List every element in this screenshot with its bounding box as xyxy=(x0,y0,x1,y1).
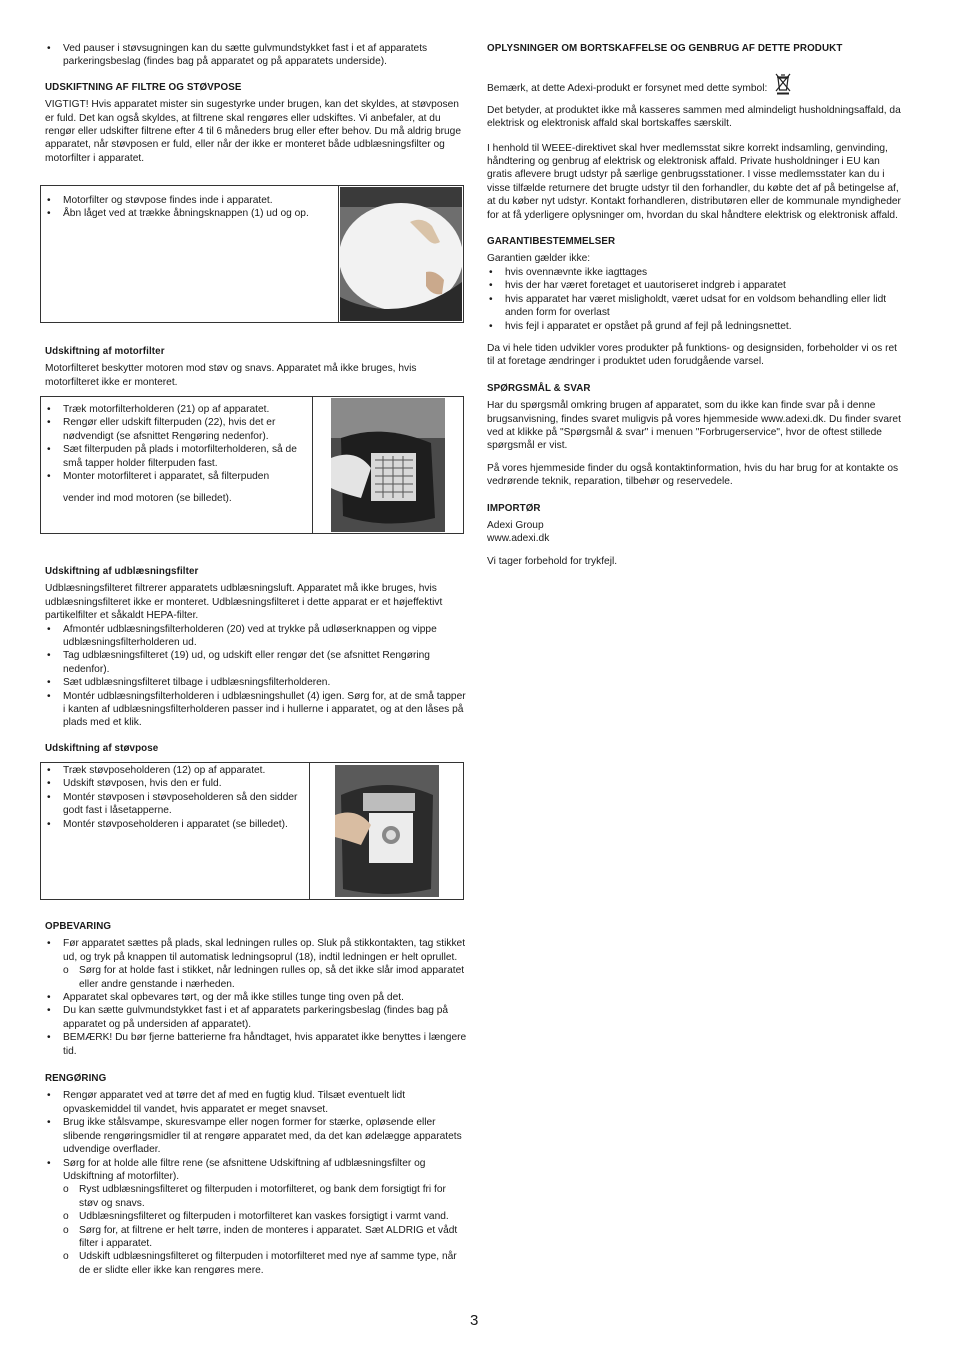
disposal-p1: Det betyder, at produktet ikke må kasseres sammen med almindeligt husholdningsaffald, da elektrisk og elektronisk affald skal bortskaffes særskilt. xyxy=(487,104,901,130)
list-item: • Tag udblæsningsfilteret (19) ud, og udskift eller rengør det (se afsnittet Rengøring nedenfor). xyxy=(45,649,469,676)
list-item: • Sæt udblæsningsfilteret tilbage i udblæsningsfilterholderen. xyxy=(45,676,469,689)
warranty-text: Da vi hele tiden udvikler vores produkter på funktions- og designsiden, forbeholder vi os ret til at foretage ændringer i produktet uden forudgående varsel. xyxy=(487,342,897,368)
left-column xyxy=(45,42,467,165)
disposal-heading: OPLYSNINGER OM BORTSKAFFELSE OG GENBRUG AF DETTE PRODUKT xyxy=(487,43,843,54)
intro-list xyxy=(45,42,467,69)
importer-url[interactable]: www.adexi.dk xyxy=(487,533,550,545)
list-item: • Sæt filterpuden på plads i motorfilterholderen, så de små tapper holder filterpuden fast. xyxy=(45,443,308,470)
sub-list-item: o Udblæsningsfilteret og filterpuden i motorfilteret kan vaskes forsigtigt i varmt vand. xyxy=(45,1210,467,1223)
list-item: • Montér støvposen i støvposeholderen så den sidder godt fast i låsetapperne. xyxy=(45,791,305,818)
filters-heading: UDSKIFTNING AF FILTRE OG STØVPOSE xyxy=(45,81,242,93)
print-error-note: Vi tager forbehold for trykfejl. xyxy=(487,555,618,567)
exhaust-text: Udblæsningsfilteret filtrerer apparatets udblæsningsluft. Apparatet må ikke bruges, hvis udblæsningsfilteret ikke er monteret. Udblæsningsfilteret i dette apparat er et højeffektivt partikelfilter et såkaldt HEPA-filter. xyxy=(45,583,443,622)
list-item: • Sørg for at holde alle filtre rene (se afsnittene Udskiftning af udblæsningsfilter og Udskiftning af motorfilter). xyxy=(45,1157,467,1184)
faq-heading: SPØRGSMÅL & SVAR xyxy=(487,382,591,394)
motor-text: Motorfilteret beskytter motoren mod støv og snavs. Apparatet må ikke bruges, hvis motorfilteret ikke er monteret. xyxy=(45,363,417,388)
opening-lid-image xyxy=(340,187,462,321)
disposal-p2: I henhold til WEEE-direktivet skal hver medlemsstat sikre korrekt indsamling, genvinding, håndtering og genbrug af elektrisk og elektronisk affald. Private husholdninger i EU kan gratis aflevere brugt udstyr på særlige genbrugsstationer. I visse medlemsstater kan du i visse tilfælde returnere det brugte udstyr til den forhandler, du købte det af på betingelse af, at du køber nyt udstyr. Kontakt forhandleren, distributøren eller de kommunale myndigheder for at få yderligere oplysninger om, hvordan du skal håndtere elektrisk og elektronisk affald. xyxy=(487,142,901,221)
warranty-heading: GARANTIBESTEMMELSER xyxy=(487,236,616,248)
sub-list-item: o Sørg for, at filtrene er helt tørre, inden de monteres i apparatet. Sæt ALDRIG et vådt filter i apparatet. xyxy=(45,1224,467,1251)
list-item: • Montér støvposeholderen i apparatet (se billedet). xyxy=(45,818,305,831)
weee-bin-icon xyxy=(774,73,792,95)
bag-photo xyxy=(309,763,463,899)
motor-box xyxy=(40,396,464,534)
filters-box xyxy=(40,185,464,323)
motor-filter-image xyxy=(331,398,445,532)
filters-text: VIGTIGT! Hvis apparatet mister sin sugestyrke under brugen, kan det skyldes, at støvposen er fuld. Det kan også skyldes, at filtrene skal rengøres eller udskiftes. Vi anbefaler, at du rengør eller udskifter filtrene efter 4 til 6 måneders brug eller efter behov. Du må aldrig bruge apparatet, når støvposen er fuld, eller når der ikke er monteret både udblæsningsfilter og motorfilter i apparatet. xyxy=(45,99,462,164)
right-column xyxy=(487,42,907,568)
warranty-intro: Garantien gælder ikke: xyxy=(487,253,591,265)
cleaning-heading: RENGØRING xyxy=(45,1073,107,1085)
list-item: • Afmontér udblæsningsfilterholderen (20) ved at trykke på udløserknappen og vippe udblæsningsfilterholderen ud. xyxy=(45,623,469,650)
sub-list-item: o Udskift udblæsningsfilteret og filterpuden i motorfilteret med nye af samme type, når de er slidte eller ikke kan rengøres mere. xyxy=(45,1250,467,1277)
motor-heading: Udskiftning af motorfilter xyxy=(45,346,165,357)
sub-list-item: o Sørg for at holde fast i stikket, når ledningen rulles op, så det ikke slår imod apparatet eller andre genstande i nærheden. xyxy=(45,964,467,991)
list-item: • hvis apparatet har været misligholdt, været udsat for en voldsom behandling eller lidt anden form for overlast xyxy=(487,293,907,320)
list-item: • hvis fejl i apparatet er opstået på grund af fejl på ledningsnettet. xyxy=(487,320,907,333)
storage-cleaning-section xyxy=(45,920,467,1277)
list-item: • Træk støvposeholderen (12) op af apparatet. xyxy=(45,764,305,777)
motor-photo xyxy=(312,397,463,533)
importer-name: Adexi Group xyxy=(487,519,544,531)
bag-box xyxy=(40,762,464,900)
list-item: • Træk motorfilterholderen (21) op af apparatet. xyxy=(45,403,308,416)
list-item: • Udskift støvposen, hvis den er fuld. xyxy=(45,777,305,790)
list-item: • Åbn låget ved at trække åbningsknappen (1) ud og op. xyxy=(45,207,334,220)
importer-heading: IMPORTØR xyxy=(487,502,541,514)
list-item: • Du kan sætte gulvmundstykket fast i et af apparatets parkeringsbeslag (findes bag på apparatet og på undersiden af apparatet). xyxy=(45,1004,467,1031)
list-item: • Ved pauser i støvsugningen kan du sætte gulvmundstykket fast i et af apparatets parkeringsbeslag (findes bag på apparatet og på apparatets underside). xyxy=(45,42,467,69)
bag-heading: Udskiftning af støvpose xyxy=(45,742,159,754)
faq-p1: Har du spørgsmål omkring brugen af apparatet, som du ikke kan finde svar på i denne brugsanvisning, findes svaret muligvis på vores hjemmeside www.adexi.dk. Du finder svaret ved at klikke på "Spørgsmål & svar" i menuen "Forbrugerservice", hvor de oftest stillede spørgsmål er vist. xyxy=(487,400,901,452)
list-item: • Før apparatet sættes på plads, skal ledningen rulles op. Sluk på stikkontakten, tag stikket ud, og tryk på knappen til automatisk ledningsoprul (18), indtil ledningen er helt oprullet. o Sørg for at holde fast i stikket, når ledningen rulles op, så det ikke slår imod apparatet eller andre genstande i nærheden. xyxy=(45,937,467,991)
exhaust-heading: Udskiftning af udblæsningsfilter xyxy=(45,566,199,577)
lid-photo xyxy=(338,186,463,322)
list-item: • hvis ovennævnte ikke iagttages xyxy=(487,266,907,279)
list-item: • Montér udblæsningsfilterholderen i udblæsningshullet (4) igen. Sørg for, at de små tapper i kanten af udblæsningsfilterholderen passer ind i hullerne i apparatet, og at den låses på plads med et klik. xyxy=(45,690,469,730)
faq-p2: På vores hjemmeside finder du også kontaktinformation, hvis du har brug for at kontakte os vedrørende teknik, reparation, tilbehør og reservedele. xyxy=(487,462,899,488)
exhaust-section xyxy=(45,565,469,755)
page-number: 3 xyxy=(470,1312,479,1329)
motor-box-tail: vender ind mod motoren (se billedet). xyxy=(63,493,232,505)
disposal-note: Bemærk, at dette Adexi-produkt er forsynet med dette symbol: xyxy=(487,73,907,95)
list-item: • BEMÆRK! Du bør fjerne batterierne fra håndtaget, hvis apparatet ikke benyttes i længere tid. xyxy=(45,1031,467,1058)
list-item: • Motorfilter og støvpose findes inde i apparatet. xyxy=(45,194,334,207)
motor-section xyxy=(45,345,467,389)
list-item: • Monter motorfilteret i apparatet, så filterpuden xyxy=(45,470,308,483)
list-item: • Rengør eller udskift filterpuden (22), hvis det er nødvendigt (se afsnittet Rengøring nedenfor). xyxy=(45,416,308,443)
sub-list-item: o Ryst udblæsningsfilteret og filterpuden i motorfilteret, og bank dem forsigtigt fri for støv og snavs. xyxy=(45,1183,467,1210)
storage-heading: OPBEVARING xyxy=(45,921,112,932)
list-item: • hvis der har været foretaget et uautoriseret indgreb i apparatet xyxy=(487,279,907,292)
list-item: • Apparatet skal opbevares tørt, og der må ikke stilles tunge ting oven på det. xyxy=(45,991,467,1004)
list-item: • Rengør apparatet ved at tørre det af med en fugtig klud. Tilsæt eventuelt lidt opvaskemiddel til vandet, hvis apparatet er meget snavset. xyxy=(45,1089,467,1116)
list-item: • Brug ikke stålsvampe, skuresvampe eller nogen former for stærke, opløsende eller slibende rengøringsmidler til at rengøre apparatet med, da det kan ødelægge apparatets udvendige overflader. xyxy=(45,1116,467,1156)
dust-bag-image xyxy=(335,765,439,897)
